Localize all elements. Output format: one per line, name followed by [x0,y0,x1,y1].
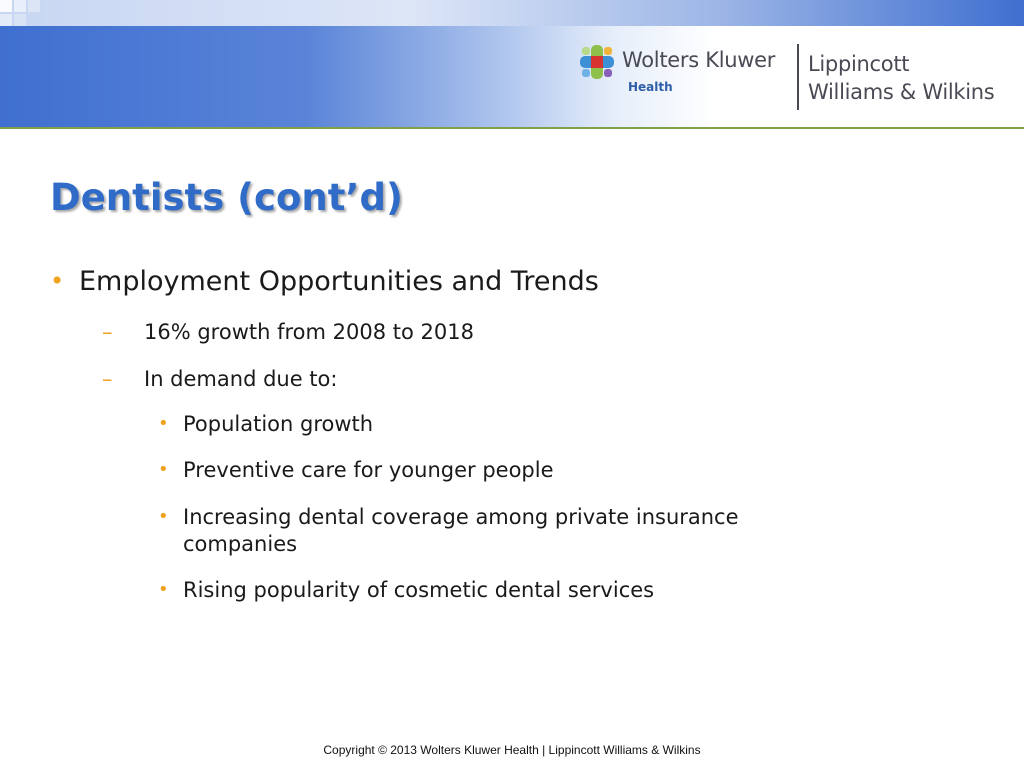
copyright-footer: Copyright © 2013 Wolters Kluwer Health | Lippincott Williams & Wilkins [323,743,701,757]
logo-partner-line-1: Lippincott [808,52,910,76]
bullet-level2-text: In demand due to: [144,367,338,391]
bullet-level3-text-continuation: companies [183,532,298,556]
bullet-dash-icon: – [102,320,113,344]
logo-division-name: Health [628,80,673,94]
bullet-level1-text: Employment Opportunities and Trends [79,266,599,297]
slide-title: Dentists (cont’d) [50,176,403,219]
bullet-dot-icon: • [158,413,169,434]
bullet-dot-icon: • [50,267,65,295]
logo-company-name: Wolters Kluwer [622,48,776,72]
bullet-level3-text: Preventive care for younger people [183,458,554,482]
bullet-level3-text: Increasing dental coverage among private insurance [183,505,739,529]
bullet-level3-text: Population growth [183,412,374,436]
bullet-level3-text: Rising popularity of cosmetic dental services [183,578,655,602]
bullet-dot-icon: • [158,506,169,527]
logo-partner-line-2: Williams & Wilkins [808,80,995,104]
bullet-level2-text: 16% growth from 2008 to 2018 [144,320,474,344]
bullet-dash-icon: – [102,367,113,391]
bullet-dot-icon: • [158,459,169,480]
bullet-dot-icon: • [158,579,169,600]
